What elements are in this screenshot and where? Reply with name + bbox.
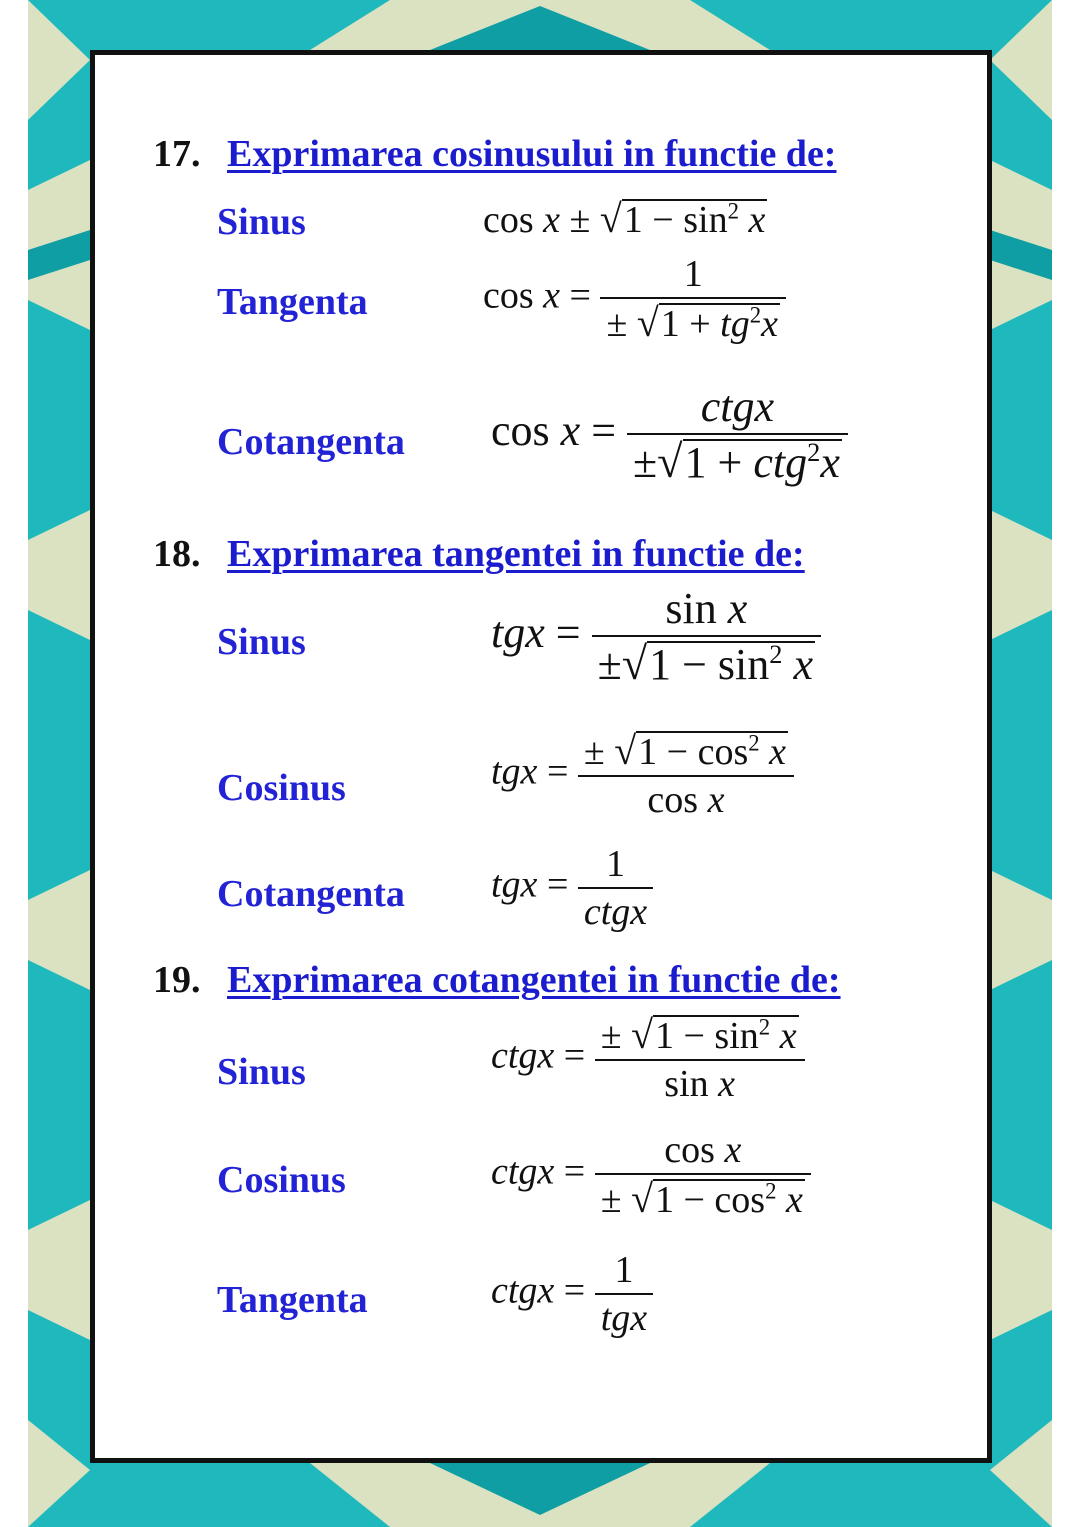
section-18-label-sinus: Sinus bbox=[217, 621, 306, 663]
section-17-title: Exprimarea cosinusului in functie de: bbox=[227, 133, 837, 175]
section-19-label-tangenta: Tangenta bbox=[217, 1279, 368, 1321]
section-19-formula-sinus: ctgx = $\frac{\pm √1 - \sin^2 x}{\text{sin x}}$ bbox=[491, 1015, 805, 1103]
section-17-label-tangenta: Tangenta bbox=[217, 281, 368, 323]
section-18-title: Exprimarea tangentei in functie de: bbox=[227, 533, 805, 575]
section-18-formula-sinus: tgx = $\frac{\text{sin x}}{\pm√1 - \sin^2 x}$ bbox=[491, 587, 821, 687]
section-18-label-cotangenta: Cotangenta bbox=[217, 873, 405, 915]
section-19-label-sinus: Sinus bbox=[217, 1051, 306, 1093]
section-17-number: 17. bbox=[153, 133, 201, 175]
section-17-formula-tangenta: cos x = $\frac{1}{\pm √1 + tg^2x}$ bbox=[483, 255, 786, 343]
section-19-title: Exprimarea cotangentei in functie de: bbox=[227, 959, 841, 1001]
section-19-number: 19. bbox=[153, 959, 201, 1001]
section-17-label-sinus: Sinus bbox=[217, 201, 306, 243]
section-18-formula-cotangenta: tgx = $\frac{1}{\text{ctgx}}$ bbox=[491, 845, 653, 931]
section-17-label-cotangenta: Cotangenta bbox=[217, 421, 405, 463]
section-19-label-cosinus: Cosinus bbox=[217, 1159, 346, 1201]
section-17-formula-sinus: $\cos x \pm √1 - \sin^2 x$ bbox=[483, 196, 766, 241]
section-18-number: 18. bbox=[153, 533, 201, 575]
section-18-formula-cosinus: tgx = $\frac{\pm √1 - \cos^2 x}{\text{cos x}}$ bbox=[491, 731, 794, 819]
content-page bbox=[90, 50, 992, 1463]
section-18-label-cosinus: Cosinus bbox=[217, 767, 346, 809]
section-19-formula-cosinus: ctgx = $\frac{\text{cos x}}{\pm √1 - \cos^2 x}$ bbox=[491, 1131, 811, 1219]
section-19-formula-tangenta: ctgx = $\frac{1}{\text{tgx}}$ bbox=[491, 1251, 653, 1337]
section-17-formula-cotangenta: cos x = $\frac{\text{ctgx}}{\pm√1 + ctg^2x}$ bbox=[491, 385, 848, 485]
